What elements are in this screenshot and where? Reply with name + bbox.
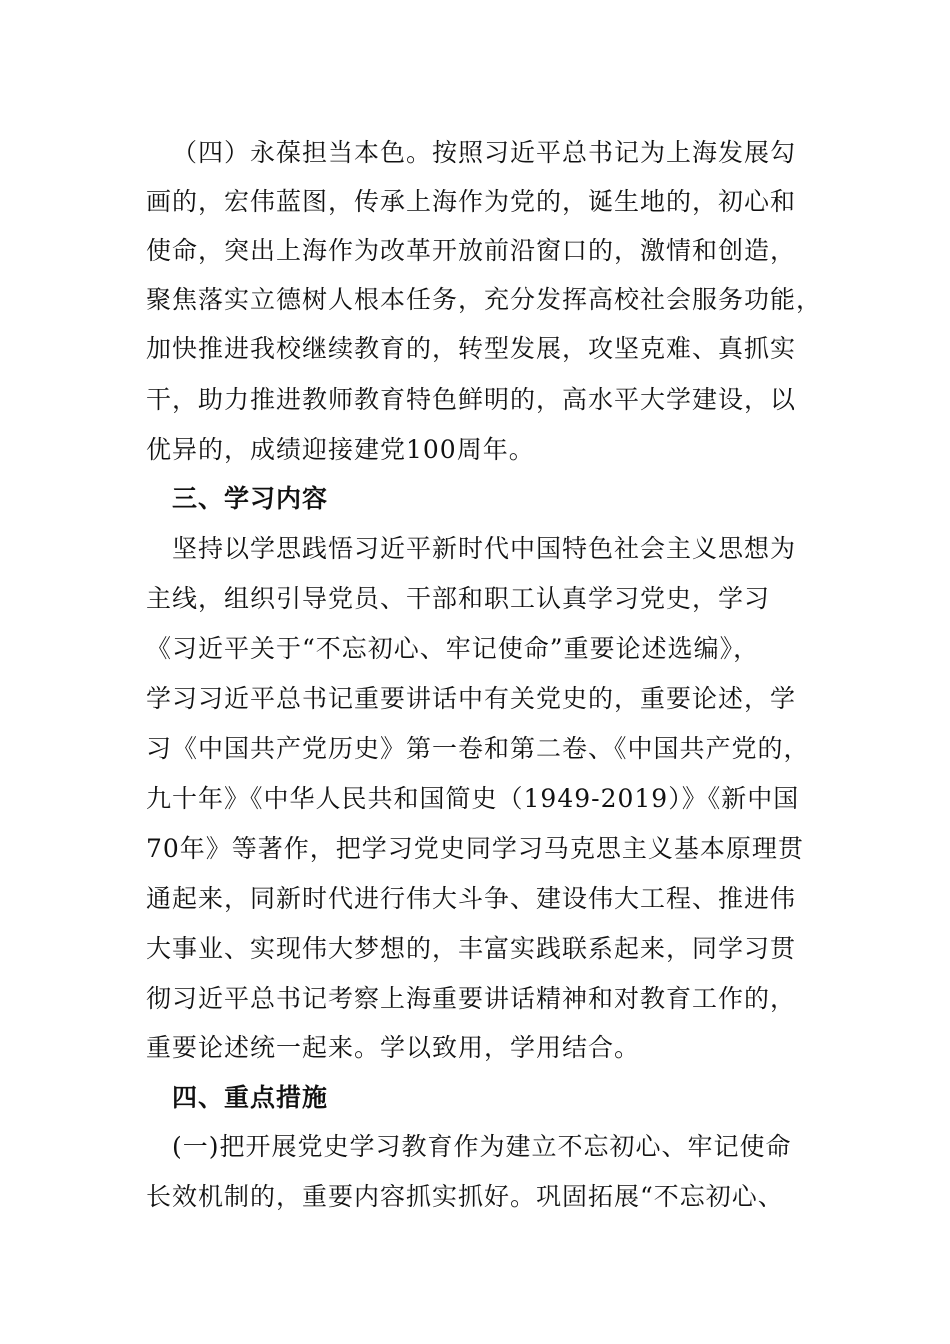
paragraph-line: 九十年》《中华人民共和国简史（1949-2019）》《新中国 xyxy=(146,784,800,813)
paragraph-line: 加快推进我校继续教育的，转型发展，攻坚克难、真抓实 xyxy=(146,334,797,363)
section-heading-learning-content: 三、学习内容 xyxy=(172,484,329,513)
paragraph-line: 画的，宏伟蓝图，传承上海作为党的，诞生地的，初心和 xyxy=(146,187,797,216)
paragraph-line: 习《中国共产党历史》第一卷和第二卷、《中国共产党的， xyxy=(146,734,810,763)
paragraph-line: 长效机制的，重要内容抓实抓好。巩固拓展“不忘初心、 xyxy=(146,1182,784,1211)
paragraph-line: 通起来，同新时代进行伟大斗争、建设伟大工程、推进伟 xyxy=(146,884,797,913)
paragraph-line: 70年》等著作，把学习党史同学习马克思主义基本原理贯 xyxy=(146,834,804,863)
paragraph-line: 聚焦落实立德树人根本任务，充分发挥高校社会服务功能， xyxy=(146,285,823,314)
paragraph-line: 大事业、实现伟大梦想的，丰富实践联系起来，同学习贯 xyxy=(146,934,797,963)
section-heading-key-measures: 四、重点措施 xyxy=(172,1083,329,1112)
paragraph-line: 优异的，成绩迎接建党100周年。 xyxy=(146,435,535,464)
paragraph-line: 干，助力推进教师教育特色鲜明的，高水平大学建设，以 xyxy=(146,385,797,414)
paragraph-line: 重要论述统一起来。学以致用，学用结合。 xyxy=(146,1033,641,1062)
paragraph-line: 学习习近平总书记重要讲话中有关党史的，重要论述，学 xyxy=(146,684,797,713)
paragraph-line: (一)把开展党史学习教育作为建立不忘初心、牢记使命 xyxy=(172,1132,792,1161)
paragraph-line: 《习近平关于“不忘初心、牢记使命”重要论述选编》， xyxy=(146,634,760,663)
paragraph-line: 坚持以学思践悟习近平新时代中国特色社会主义思想为 xyxy=(172,534,797,563)
paragraph-line: 彻习近平总书记考察上海重要讲话精神和对教育工作的， xyxy=(146,984,797,1013)
paragraph-line: （四）永葆担当本色。按照习近平总书记为上海发展勾 xyxy=(172,138,797,167)
paragraph-line: 使命，突出上海作为改革开放前沿窗口的，激情和创造， xyxy=(146,236,797,265)
paragraph-line: 主线，组织引导党员、干部和职工认真学习党史，学习 xyxy=(146,584,771,613)
